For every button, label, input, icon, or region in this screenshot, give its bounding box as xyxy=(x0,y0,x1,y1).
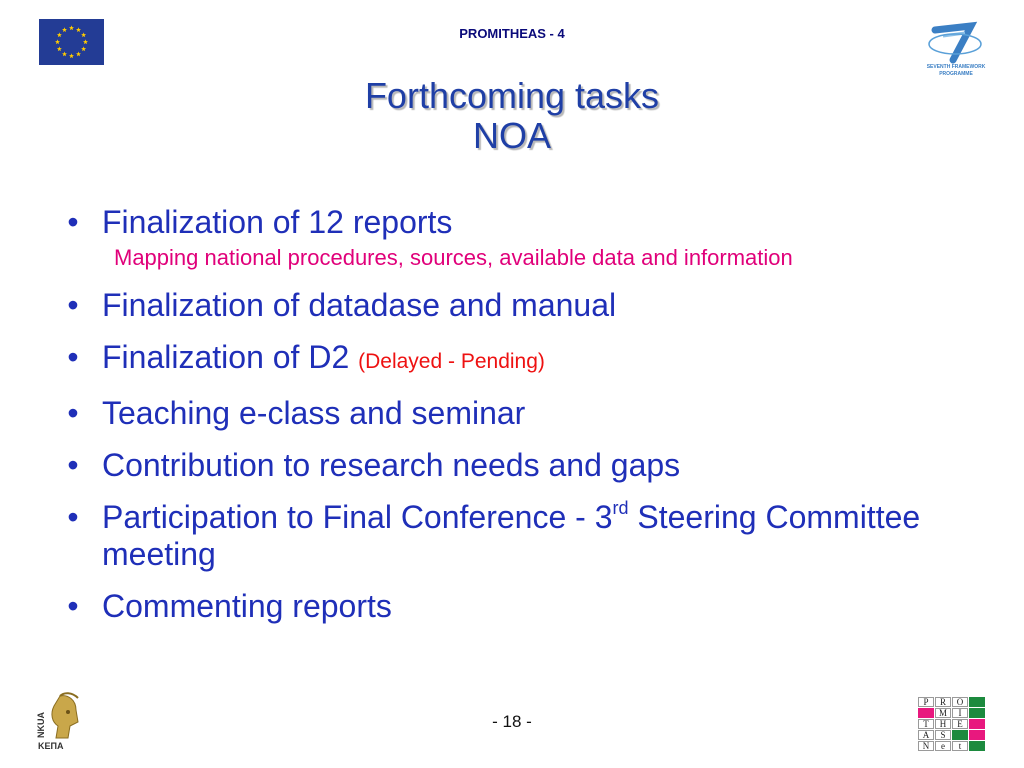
logo-cell: P xyxy=(918,697,934,707)
bullet-item xyxy=(58,395,1008,432)
bullet-dot-icon: • xyxy=(67,339,79,375)
sub-note: Mapping national procedures, sources, available data and information xyxy=(114,245,793,270)
logo-cell: R xyxy=(935,697,951,707)
bullet-item xyxy=(58,588,1008,625)
eu-star-icon xyxy=(76,52,81,57)
title-line-1: Forthcoming tasks xyxy=(364,75,660,116)
bullet-item xyxy=(58,339,1008,380)
logo-cell: E xyxy=(952,719,968,729)
fp7-text-line1: SEVENTH FRAMEWORK xyxy=(926,64,986,70)
bullet-item xyxy=(58,204,1008,241)
slide-title xyxy=(0,76,1024,156)
bullet-text: Finalization of D2 xyxy=(102,339,350,375)
logo-cell: O xyxy=(952,697,968,707)
logo-cell: A xyxy=(918,730,934,740)
kepa-text: ΚΕΠΑ xyxy=(38,741,64,751)
bullet-dot-icon: • xyxy=(67,287,79,323)
fp7-logo xyxy=(925,20,987,80)
promitheas-net-logo xyxy=(918,697,984,749)
logo-cell: M xyxy=(935,708,951,718)
fp7-text-line2: PROGRAMME xyxy=(939,71,973,77)
logo-cell xyxy=(952,730,968,740)
header-label: PROMITHEAS - 4 xyxy=(459,26,565,41)
logo-cell: t xyxy=(952,741,968,751)
logo-cell: H xyxy=(935,719,951,729)
bullet-item xyxy=(58,447,1008,484)
bullet-dot-icon: • xyxy=(67,204,79,240)
title-line-2: NOA xyxy=(472,115,551,156)
logo-cell: e xyxy=(935,741,951,751)
logo-cell xyxy=(969,697,985,707)
bullet-list xyxy=(58,204,1008,640)
ordinal-superscript: rd xyxy=(612,498,629,519)
logo-cell xyxy=(969,708,985,718)
bullet-item xyxy=(58,499,1008,573)
bullet-text-after-sup: Steering Committee meeting xyxy=(102,499,921,572)
bullet-dot-icon: • xyxy=(67,499,79,535)
logo-cell xyxy=(918,708,934,718)
eu-star-icon xyxy=(62,52,67,57)
logo-cell: I xyxy=(952,708,968,718)
logo-cell xyxy=(969,741,985,751)
bullet-dot-icon: • xyxy=(67,588,79,624)
bullet-text: Finalization of datadase and manual xyxy=(102,287,617,323)
bullet-dot-icon: • xyxy=(67,447,79,483)
nkua-vertical-text: NKUA xyxy=(36,712,46,738)
logo-cell: S xyxy=(935,730,951,740)
eu-star-icon xyxy=(81,46,86,51)
bullet-dot-icon: • xyxy=(67,395,79,431)
bullet-text: Contribution to research needs and gaps xyxy=(102,447,681,483)
eu-star-icon xyxy=(69,53,74,58)
eu-star-icon xyxy=(57,46,62,51)
page-number: - 18 - xyxy=(492,712,532,731)
bullet-text: Teaching e-class and seminar xyxy=(102,395,526,431)
bullet-text: Finalization of 12 reports xyxy=(102,204,453,240)
bullet-item xyxy=(58,287,1008,324)
logo-cell xyxy=(969,730,985,740)
logo-cell xyxy=(969,719,985,729)
logo-cell: T xyxy=(918,719,934,729)
bullet-text: Commenting reports xyxy=(102,588,392,624)
bullet-text-before-sup: Participation to Final Conference - 3 xyxy=(102,499,613,535)
status-note: (Delayed - Pending) xyxy=(358,350,545,373)
logo-cell: N xyxy=(918,741,934,751)
